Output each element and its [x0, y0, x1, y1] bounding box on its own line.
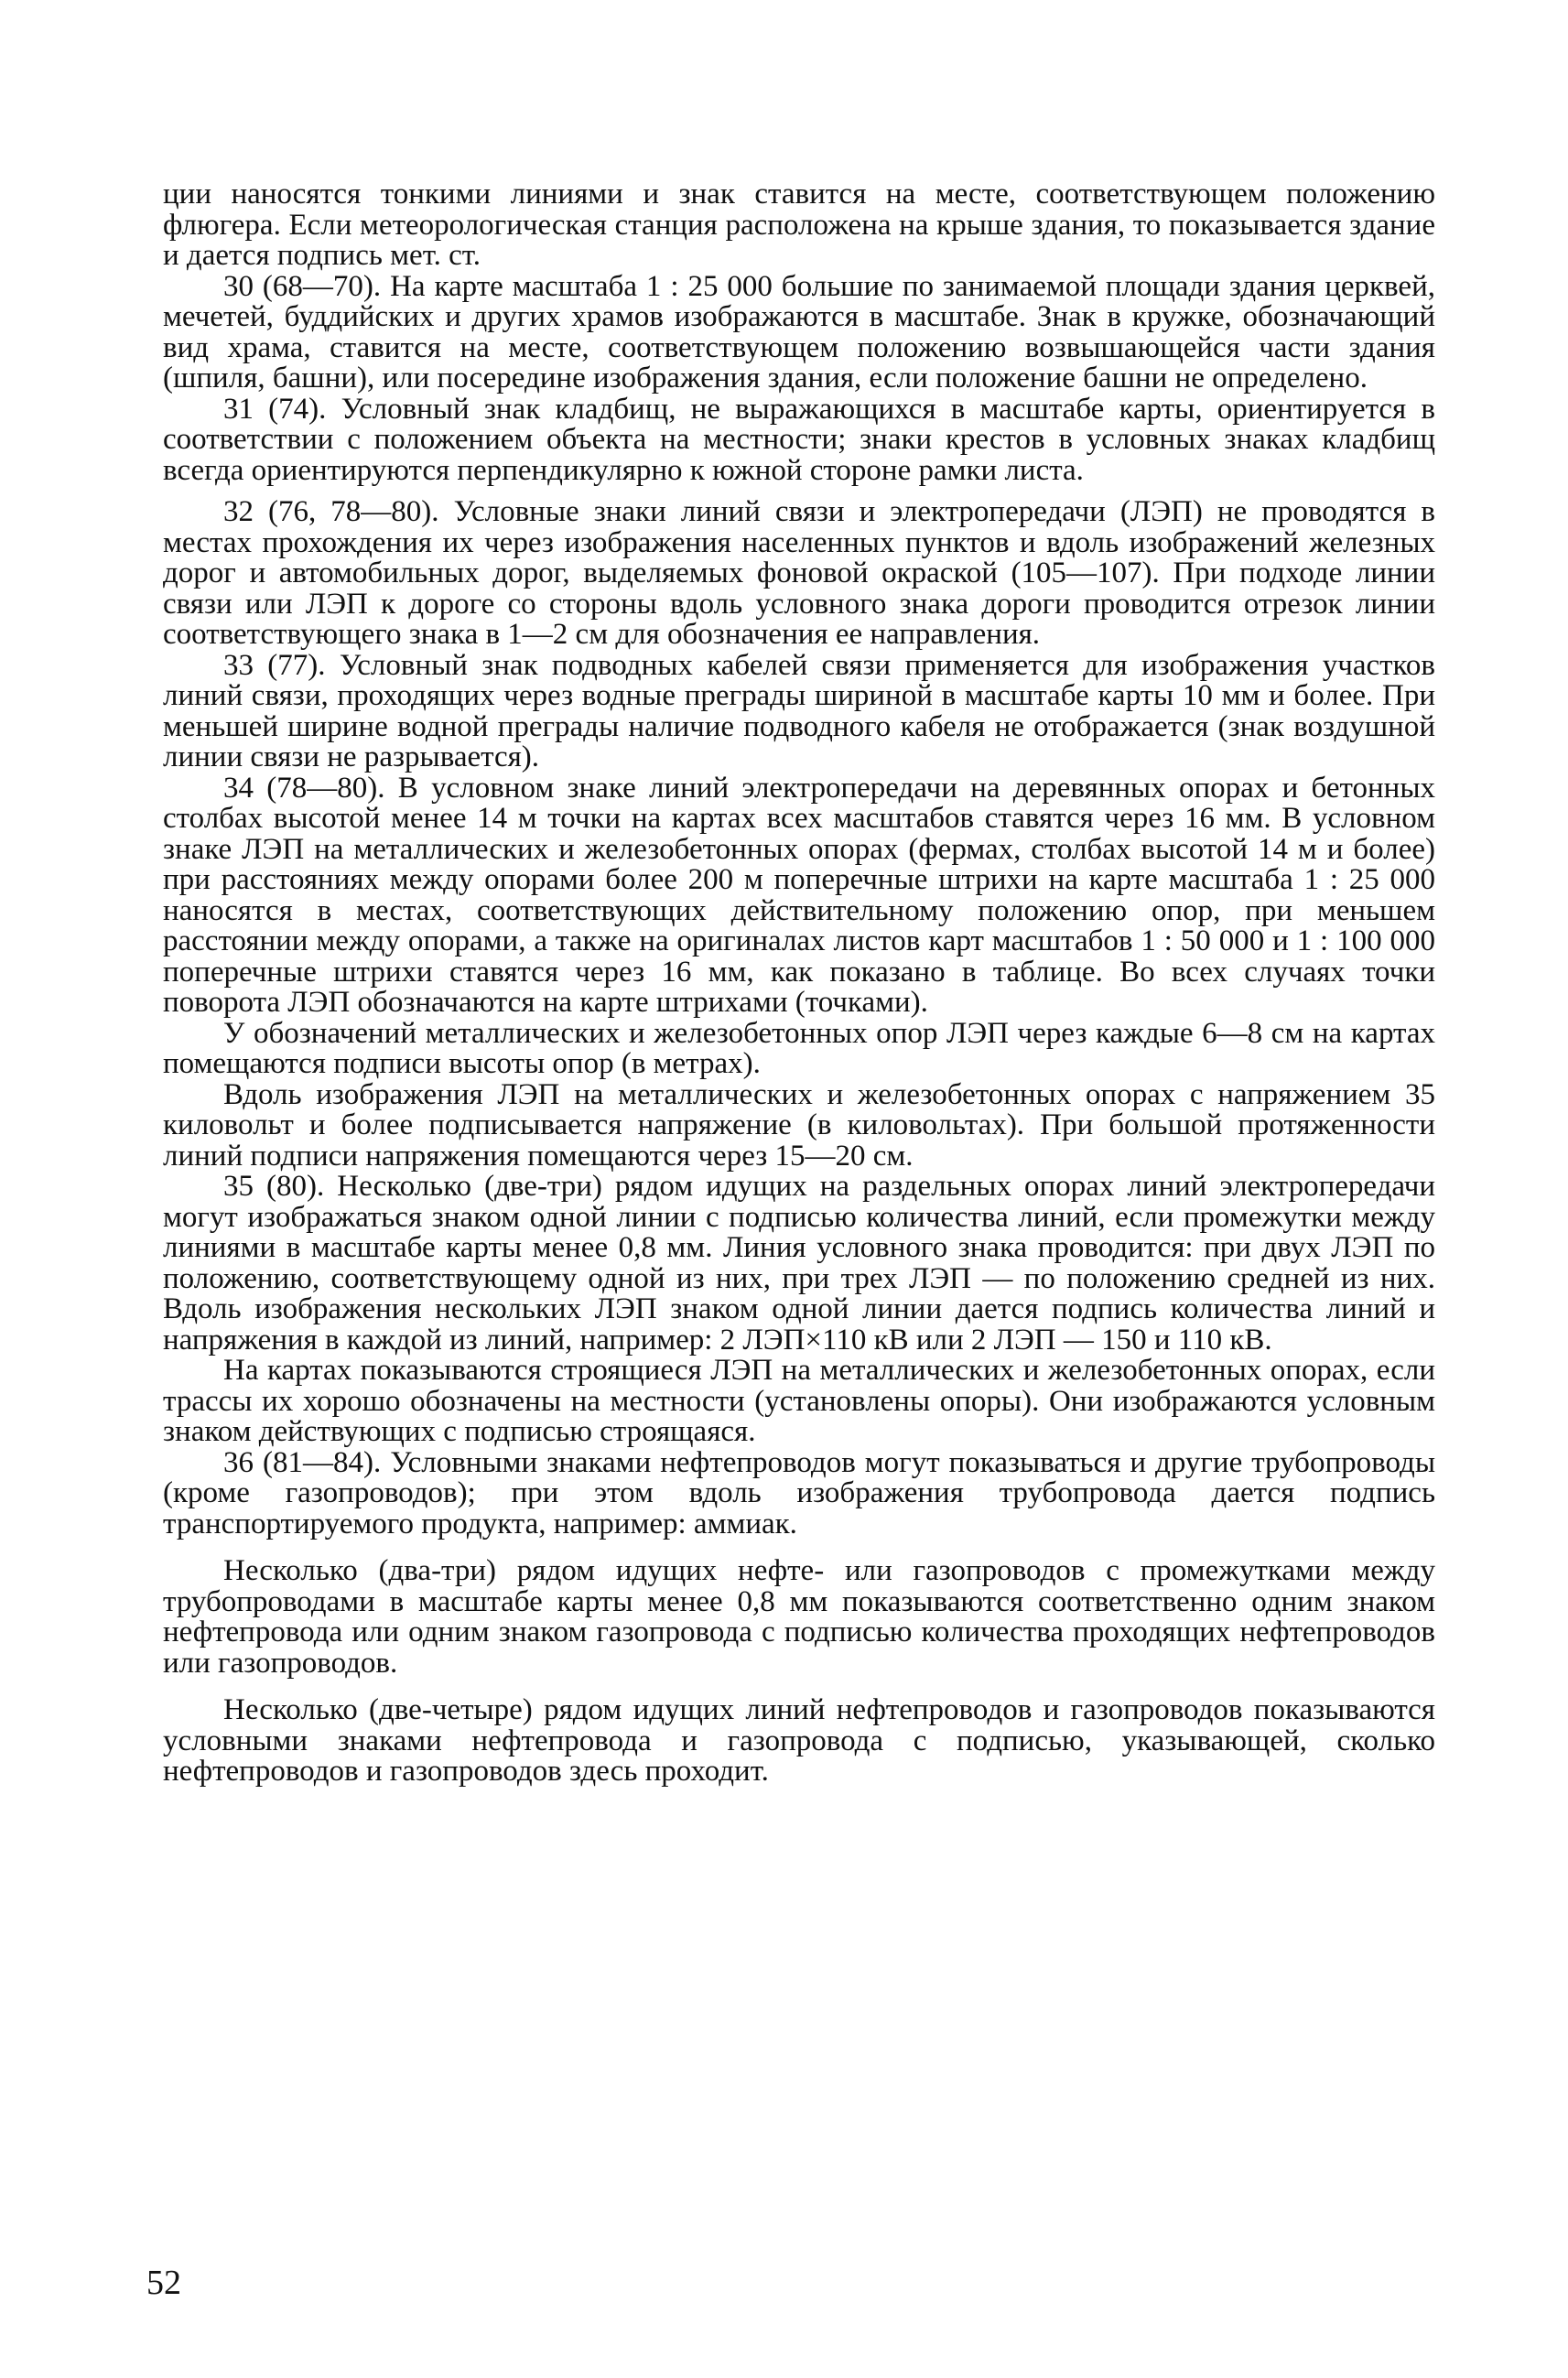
- paragraph-10: На картах показываются строящиеся ЛЭП на металлических и железобетонных опорах, если трассы их хорошо обозначены на местности (установлены опоры). Они изображаются условным знаком действующих с подписью строящаяся.: [163, 1354, 1435, 1448]
- page-text-body: [163, 179, 1435, 1788]
- paragraph-11: 36 (81—84). Условными знаками нефтепроводов могут показываться и другие трубопроводы (кроме газопроводов); при этом вдоль изображения трубопровода дается подпись транспортируемого продукта, например: аммиак.: [163, 1445, 1435, 1540]
- paragraph-4: 32 (76, 78—80). Условные знаки линий связи и электропередачи (ЛЭП) не проводятся в местах прохождения их через изображения населенных пунктов и вдоль изображений железных дорог и автомобильных дорог, выделяемых фоновой окраской (105—107). При подходе линии связи или ЛЭП к дороге со стороны вдоль условного знака дороги проводится отрезок линии соответствующего знака в 1—2 см для обозначения ее направления.: [163, 495, 1435, 651]
- paragraph-6: 34 (78—80). В условном знаке линий электропередачи на деревянных опорах и бетонных столбах высотой менее 14 м точки на картах всех масштабов ставятся через 16 мм. В условном знаке ЛЭП на металлических и железобетонных опорах (фермах, столбах высотой 14 м и более) при расстояниях между опорами более 200 м поперечные штрихи на карте масштаба 1 : 25 000 наносятся в местах, соответствующих действительному положению опор, при меньшем расстоянии между опорами, а также на оригиналах листов карт масштабов 1 : 50 000 и 1 : 100 000 поперечные штрихи ставятся через 16 мм, как показано в таблице. Во всех случаях точки поворота ЛЭП обозначаются на карте штрихами (точками).: [163, 771, 1435, 1019]
- page-number: 52: [146, 2264, 181, 2302]
- paragraph-1: ции наносятся тонкими линиями и знак ставится на месте, соответствующем положению флюгера. Если метеорологическая станция расположена на крыше здания, то показывается здание и дается подпись мет. ст.: [163, 178, 1435, 272]
- paragraph-8: Вдоль изображения ЛЭП на металлических и железобетонных опорах с напряжением 35 киловольт и более подписывается напряжение (в киловольтах). При большой протяженности линий подписи напряжения помещаются через 15—20 см.: [163, 1077, 1435, 1173]
- paragraph-9: 35 (80). Несколько (две-три) рядом идущих на раздельных опорах линий электропередачи могут изображаться знаком одной линии с подписью количества линий, если промежутки между линиями в масштабе карты менее 0,8 мм. Линия условного знака проводится: при двух ЛЭП по положению, соответствующему одной из них, при трех ЛЭП — по положению средней из них. Вдоль изображения нескольких ЛЭП знаком одной линии дается подпись количества линий и напряжения в каждой из линий, например: 2 ЛЭП×110 кВ или 2 ЛЭП — 150 и 110 кВ.: [163, 1170, 1435, 1357]
- paragraph-5: 33 (77). Условный знак подводных кабелей связи применяется для изображения участков линий связи, проходящих через водные преграды шириной в масштабе карты 10 мм и более. При меньшей ширине водной преграды наличие подводного кабеля не отображается (знак воздушной линии связи не разрывается).: [163, 648, 1435, 773]
- paragraph-12: Несколько (два-три) рядом идущих нефте- или газопроводов с промежутками между трубопроводами в масштабе карты менее 0,8 мм показываются соответственно одним знаком нефтепровода или одним знаком газопровода с подписью количества проходящих нефтепроводов или газопроводов.: [163, 1554, 1435, 1680]
- paragraph-3: 31 (74). Условный знак кладбищ, не выражающихся в масштабе карты, ориентируется в соответствии с положением объекта на местности; знаки крестов в условных знаках кладбищ всегда ориентируются перпендикулярно к южной стороне рамки листа.: [163, 392, 1435, 487]
- paragraph-7: У обозначений металлических и железобетонных опор ЛЭП через каждые 6—8 см на картах помещаются подписи высоты опор (в метрах).: [163, 1016, 1435, 1080]
- paragraph-13: Несколько (две-четыре) рядом идущих линий нефтепроводов и газопроводов показываются условными знаками нефтепровода и газопровода с подписью, указывающей, сколько нефтепроводов и газопроводов здесь проходит.: [163, 1693, 1435, 1788]
- paragraph-2: 30 (68—70). На карте масштаба 1 : 25 000 большие по занимаемой площади здания церквей, мечетей, буддийских и других храмов изображаются в масштабе. Знак в кружке, обозначающий вид храма, ставится на месте, соответствующем положению возвышающейся части здания (шпиля, башни), или посередине изображения здания, если положение башни не определено.: [163, 269, 1435, 395]
